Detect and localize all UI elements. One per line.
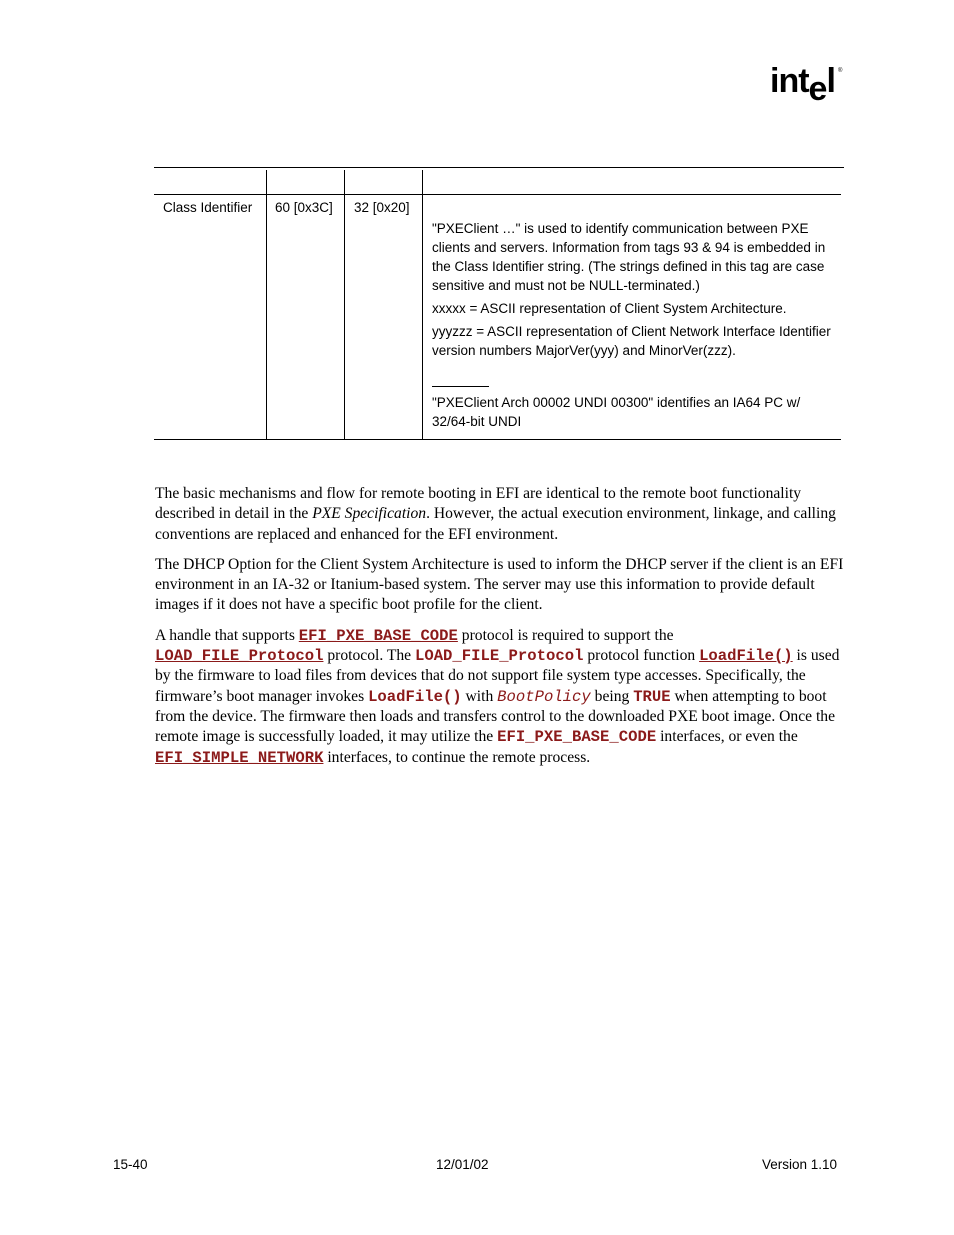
bootpolicy-param: BootPolicy <box>497 687 591 706</box>
description-paragraph: yyyzzz = ASCII representation of Client Network Interface Identifier version numbers MajorVer(yyy) and MinorVer(zzz). <box>432 324 831 358</box>
pxe-base-code-link[interactable]: EFI_PXE_BASE_CODE <box>298 626 458 645</box>
footer-version: Version 1.10 <box>762 1157 838 1172</box>
paragraph-1: The basic mechanisms and flow for remote booting in EFI are identical to the remote boot functionality described in detail in the PXE Specification. However, the actual execution environment, linkage, and calling conventions are replaced and enhanced for the EFI environment. <box>155 485 836 543</box>
option-name: Class Identifier <box>154 195 267 440</box>
option-description <box>423 195 842 440</box>
description-example: "PXEClient Arch 00002 UNDI 00300" identifies an IA64 PC w/ 32/64-bit UNDI <box>432 395 801 429</box>
paragraph-3: A handle that supports EFI_PXE_BASE_CODE protocol is required to support the LOAD_FILE_Protocol protocol. The LOAD_FILE_Protocol protocol function LoadFile() is used by the firmware to load files from devices that do not support file system type accesses. Specifically, the firmware’s boot manager invokes LoadFile() with BootPolicy being TRUE when attempting to boot from the device. The firmware then loads and transfers control to the downloaded PXE boot image. Once the remote image is successfully loaded, it may utilize the EFI_PXE_BASE_CODE interfaces, or even the EFI_SIMPLE_NETWORK interfaces, to continue the remote process. <box>155 626 840 767</box>
table-header-row <box>154 170 841 195</box>
header-rule <box>154 167 844 168</box>
table-row <box>154 195 841 440</box>
dhcp-option-table <box>154 170 841 440</box>
description-paragraph: xxxxx = ASCII representation of Client System Architecture. <box>432 301 787 316</box>
loadfile-code: LoadFile() <box>368 687 462 706</box>
footer-date: 12/01/02 <box>436 1157 489 1172</box>
pxe-base-code: EFI_PXE_BASE_CODE <box>497 728 657 747</box>
simple-network-link[interactable]: EFI_SIMPLE_NETWORK <box>155 748 324 767</box>
true-code: TRUE <box>633 687 671 706</box>
body-text <box>155 484 845 778</box>
paragraph-2: The DHCP Option for the Client System Architecture is used to inform the DHCP server if the client is an EFI environment in an IA-32 or Itanium-based system. The server may use this information to provide default images if it does not have a specific boot profile for the client. <box>155 555 844 614</box>
intel-logo: intel ® <box>770 62 843 108</box>
page-number: 15-40 <box>113 1157 148 1172</box>
load-file-protocol-code: LOAD_FILE_Protocol <box>414 647 584 666</box>
description-paragraph: "PXEClient …" is used to identify communication between PXE clients and servers. Information from tags 93 & 94 is embedded in the Class Identifier string. (The strings defined in this tag are case sensitive and must not be NULL-terminated.) <box>432 221 826 293</box>
option-length: 32 [0x20] <box>345 195 423 440</box>
load-file-protocol-link[interactable]: LOAD_FILE_Protocol <box>155 647 324 666</box>
loadfile-link[interactable]: LoadFile() <box>699 647 793 666</box>
example-rule <box>432 386 489 387</box>
option-tag: 60 [0x3C] <box>267 195 345 440</box>
